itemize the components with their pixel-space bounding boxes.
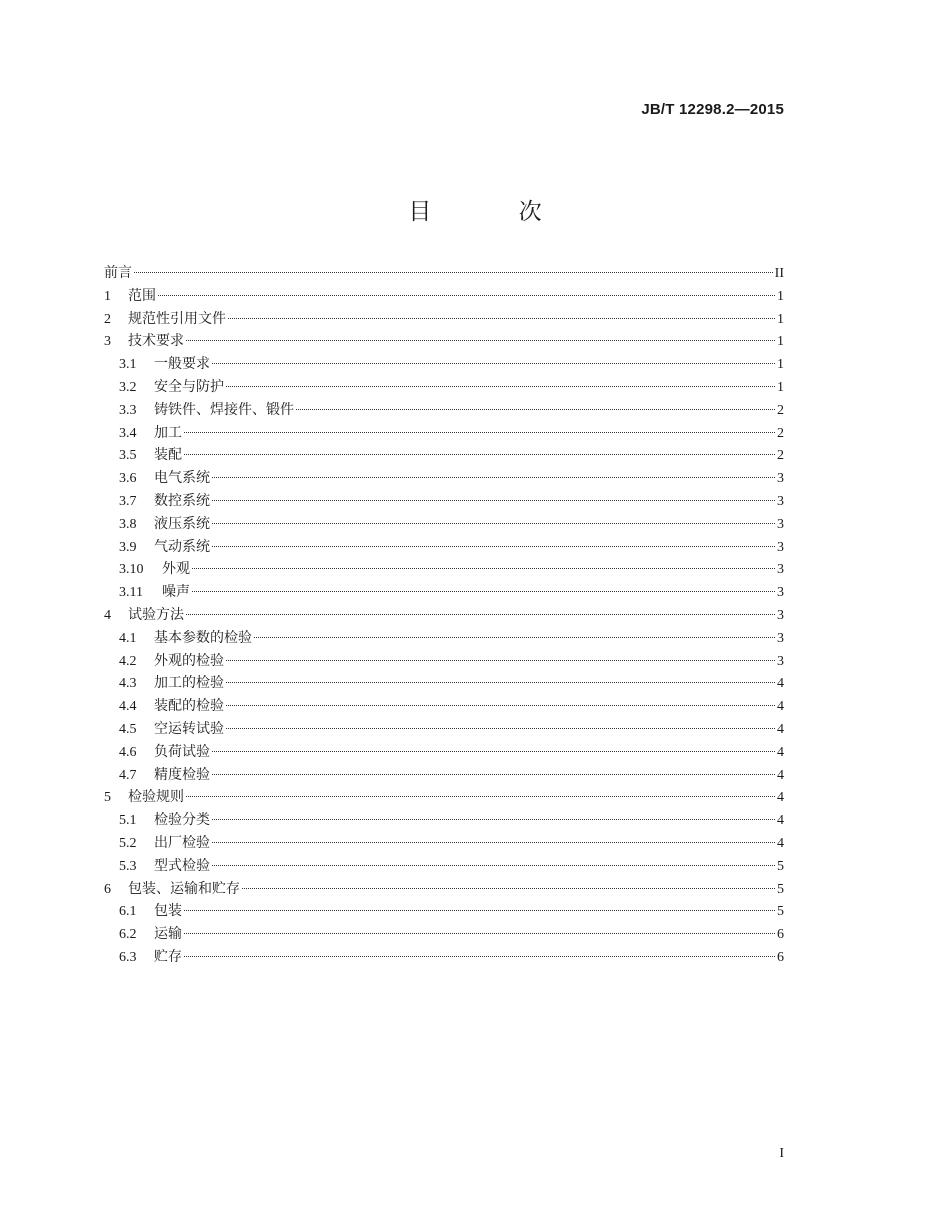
toc-entry-page: II: [774, 266, 784, 281]
toc-entry-number: 4.4: [119, 699, 137, 715]
toc-entry[interactable]: [104, 445, 784, 468]
toc-entry-label: 前言: [104, 266, 132, 281]
toc-entry-label: 型式检验: [154, 858, 210, 874]
toc-entry-label: 包装、运输和贮存: [128, 881, 240, 897]
toc-entry-page: 4: [777, 790, 784, 806]
toc-dot-leader: [184, 910, 775, 911]
toc-entry-number: 3.5: [119, 448, 137, 464]
toc-entry-number: 4.5: [119, 721, 137, 737]
toc-entry[interactable]: [104, 331, 784, 354]
toc-entry[interactable]: [104, 309, 784, 332]
toc-dot-leader: [212, 774, 775, 775]
toc-entry-number: 3.8: [119, 516, 137, 532]
toc-entry-page: 3: [777, 516, 784, 532]
page-title: 目 次: [408, 199, 582, 225]
toc-entry-label: 一般要求: [154, 357, 210, 373]
toc-entry[interactable]: [104, 286, 784, 309]
toc-entry-page: 1: [777, 379, 784, 395]
toc-entry-page: 3: [777, 562, 784, 578]
toc-dot-leader: [254, 637, 775, 638]
toc-entry-page: 3: [777, 539, 784, 555]
toc-entry-page: 4: [777, 699, 784, 715]
toc-entry[interactable]: [104, 901, 784, 924]
toc-entry-number: 3.11: [119, 585, 143, 601]
toc-entry-page: 5: [777, 858, 784, 874]
toc-dot-leader: [212, 477, 775, 478]
toc-dot-leader: [192, 568, 775, 569]
toc-dot-leader: [184, 432, 775, 433]
toc-entry-page: 4: [777, 676, 784, 692]
toc-entry-page: 1: [777, 334, 784, 350]
toc-entry-number: 3.2: [119, 379, 137, 395]
toc-entry-number: 5.2: [119, 835, 137, 851]
toc-dot-leader: [226, 660, 775, 661]
toc-entry-label: 基本参数的检验: [154, 630, 252, 646]
toc-entry-label: 安全与防护: [154, 379, 224, 395]
toc-entry-page: 6: [777, 949, 784, 965]
toc-entry-label: 贮存: [154, 949, 182, 965]
toc-entry-label: 精度检验: [154, 767, 210, 783]
toc-entry-number: 5: [104, 790, 111, 806]
toc-entry-label: 包装: [154, 904, 182, 920]
toc-entry-number: 3.9: [119, 539, 137, 555]
toc-entry[interactable]: [104, 810, 784, 833]
toc-entry-number: 3.3: [119, 402, 137, 418]
toc-dot-leader: [296, 409, 775, 410]
toc-entry-number: 1: [104, 288, 111, 304]
toc-entry[interactable]: [104, 833, 784, 856]
toc-entry[interactable]: [104, 354, 784, 377]
toc-entry-label: 装配的检验: [154, 699, 224, 715]
toc-entry[interactable]: [104, 491, 784, 514]
toc-entry-page: 4: [777, 813, 784, 829]
toc-entry-label: 检验规则: [128, 790, 184, 806]
toc-entry-number: 4.6: [119, 744, 137, 760]
toc-entry[interactable]: [104, 856, 784, 879]
toc-dot-leader: [226, 705, 775, 706]
toc-dot-leader: [228, 318, 775, 319]
toc-dot-leader: [186, 340, 775, 341]
toc-dot-leader: [226, 682, 775, 683]
toc-entry-number: 4.1: [119, 630, 137, 646]
toc-entry-label: 电气系统: [154, 471, 210, 487]
toc-dot-leader: [226, 386, 775, 387]
toc-entry[interactable]: [104, 947, 784, 970]
toc-dot-leader: [212, 751, 775, 752]
toc-entry-label: 检验分类: [154, 813, 210, 829]
toc-dot-leader: [212, 500, 775, 501]
toc-entry-page: 4: [777, 721, 784, 737]
toc-entry-label: 技术要求: [128, 334, 184, 350]
toc-entry[interactable]: [104, 765, 784, 788]
toc-entry-label: 负荷试验: [154, 744, 210, 760]
toc-entry[interactable]: [104, 696, 784, 719]
toc-entry[interactable]: [104, 605, 784, 628]
toc-entry-page: 3: [777, 585, 784, 601]
toc-entry-page: 1: [777, 357, 784, 373]
toc-dot-leader: [212, 523, 775, 524]
toc-entry[interactable]: [104, 537, 784, 560]
toc-entry-label: 出厂检验: [154, 835, 210, 851]
toc-entry-label: 噪声: [162, 585, 190, 601]
toc-entry-label: 加工: [154, 425, 182, 441]
toc-entry-number: 4.3: [119, 676, 137, 692]
toc-entry-number: 6.1: [119, 904, 137, 920]
toc-entry-number: 5.3: [119, 858, 137, 874]
toc-dot-leader: [158, 295, 775, 296]
toc-entry-page: 3: [777, 653, 784, 669]
toc-dot-leader: [212, 842, 775, 843]
toc-entry-page: 6: [777, 927, 784, 943]
toc-dot-leader: [226, 728, 775, 729]
toc-entry-page: 3: [777, 630, 784, 646]
toc-entry[interactable]: [104, 628, 784, 651]
toc-entry-number: 6.2: [119, 927, 137, 943]
toc-entry[interactable]: [104, 673, 784, 696]
standard-code: JB/T 12298.2—2015: [641, 101, 784, 118]
toc-entry-page: 3: [777, 607, 784, 623]
toc-entry[interactable]: [104, 924, 784, 947]
toc-entry-label: 空运转试验: [154, 721, 224, 737]
toc-entry-number: 3.7: [119, 493, 137, 509]
toc-entry-number: 4: [104, 607, 111, 623]
toc-entry-number: 6: [104, 881, 111, 897]
toc-entry-page: 3: [777, 493, 784, 509]
toc-entry-number: 3: [104, 334, 111, 350]
toc-dot-leader: [212, 865, 775, 866]
toc-entry[interactable]: [104, 559, 784, 582]
toc-entry-page: 4: [777, 835, 784, 851]
toc-entry-page: 4: [777, 767, 784, 783]
toc-entry-label: 运输: [154, 927, 182, 943]
toc-entry-number: 3.4: [119, 425, 137, 441]
toc-dot-leader: [192, 591, 775, 592]
toc-entry-page: 5: [777, 881, 784, 897]
toc-entry-label: 试验方法: [128, 607, 184, 623]
page-number: I: [779, 1146, 784, 1161]
toc-entry-label: 数控系统: [154, 493, 210, 509]
toc-entry[interactable]: [104, 377, 784, 400]
toc-entry-number: 3.10: [119, 562, 144, 578]
toc-entry-page: 1: [777, 311, 784, 327]
toc-entry-label: 气动系统: [154, 539, 210, 555]
toc-dot-leader: [212, 819, 775, 820]
toc-entry-number: 6.3: [119, 949, 137, 965]
toc-entry-label: 外观: [162, 562, 190, 578]
toc-entry-number: 3.1: [119, 357, 137, 373]
toc-dot-leader: [212, 363, 775, 364]
toc-entry-page: 5: [777, 904, 784, 920]
toc-entry-number: 4.7: [119, 767, 137, 783]
toc-entry-number: 2: [104, 311, 111, 327]
toc-entry[interactable]: [104, 651, 784, 674]
toc-dot-leader: [186, 796, 775, 797]
toc-entry[interactable]: [104, 582, 784, 605]
toc-entry[interactable]: [104, 879, 784, 902]
toc-entry-page: 2: [777, 402, 784, 418]
toc-entry-label: 范围: [128, 288, 156, 304]
toc-entry[interactable]: [104, 719, 784, 742]
toc-entry[interactable]: [104, 468, 784, 491]
toc-entry-label: 加工的检验: [154, 676, 224, 692]
toc-dot-leader: [212, 546, 775, 547]
toc-dot-leader: [184, 454, 775, 455]
toc-entry-page: 2: [777, 448, 784, 464]
toc-entry-label: 规范性引用文件: [128, 311, 226, 327]
toc-entry-label: 铸铁件、焊接件、锻件: [154, 402, 294, 418]
toc-entry[interactable]: [104, 787, 784, 810]
toc-entry[interactable]: [104, 423, 784, 446]
toc-entry[interactable]: [104, 514, 784, 537]
toc-entry-page: 2: [777, 425, 784, 441]
toc-entry[interactable]: [104, 742, 784, 765]
toc-entry-number: 3.6: [119, 471, 137, 487]
toc-entry[interactable]: [104, 400, 784, 423]
toc-entry-label: 外观的检验: [154, 653, 224, 669]
toc-dot-leader: [242, 888, 775, 889]
toc-dot-leader: [184, 956, 775, 957]
table-of-contents: [104, 263, 784, 970]
toc-dot-leader: [186, 614, 775, 615]
toc-entry[interactable]: [104, 263, 784, 286]
toc-entry-page: 4: [777, 744, 784, 760]
toc-entry-number: 4.2: [119, 653, 137, 669]
toc-entry-page: 3: [777, 471, 784, 487]
toc-dot-leader: [184, 933, 775, 934]
toc-entry-label: 装配: [154, 448, 182, 464]
toc-entry-label: 液压系统: [154, 516, 210, 532]
toc-dot-leader: [134, 272, 773, 273]
toc-entry-page: 1: [777, 288, 784, 304]
toc-entry-number: 5.1: [119, 813, 137, 829]
